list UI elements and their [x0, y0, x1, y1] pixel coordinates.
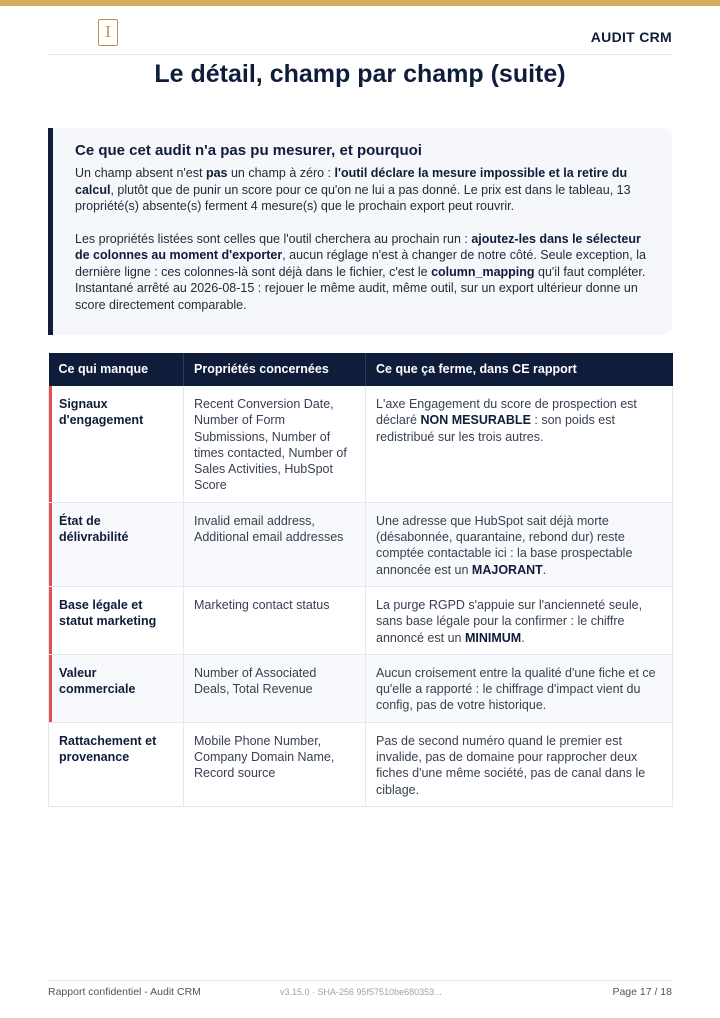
closes-cell: Aucun croisement entre la qualité d'une fiche et ce qu'elle a rapporté : le chiffrage d'impact vient du config, pas de votre historique.	[366, 654, 673, 722]
column-header-closes: Ce que ça ferme, dans CE rapport	[366, 353, 673, 386]
closes-cell: Une adresse que HubSpot sait déjà morte (désabonnée, quarantaine, rebond dur) reste comptée contactable ici : la base prospectable annoncée est un MAJORANT.	[366, 502, 673, 586]
table-row	[49, 722, 673, 806]
missing-cell: Signaux d'engagement	[49, 386, 184, 502]
header-divider	[48, 54, 672, 55]
properties-cell: Mobile Phone Number, Company Domain Name, Record source	[184, 722, 366, 806]
table-header-row	[49, 353, 673, 386]
missing-properties-table	[48, 353, 673, 807]
footer-version-hash: v3.15.0 · SHA-256 95f57510be680353...	[280, 987, 442, 997]
properties-cell: Number of Associated Deals, Total Revenue	[184, 654, 366, 722]
properties-cell: Marketing contact status	[184, 586, 366, 654]
properties-cell: Recent Conversion Date, Number of Form Submissions, Number of times contacted, Number of Sales Activities, HubSpot Score	[184, 386, 366, 502]
logo-icon: I	[98, 19, 118, 46]
missing-cell: Valeur commerciale	[49, 654, 184, 722]
table-row	[49, 586, 673, 654]
closes-cell: Pas de second numéro quand le premier est invalide, pas de domaine pour rapprocher deux fiches d'une même société, pas de canal dans le ciblage.	[366, 722, 673, 806]
footer-confidential-label: Rapport confidentiel - Audit CRM	[48, 986, 201, 998]
column-header-properties: Propriétés concernées	[184, 353, 366, 386]
callout-paragraph-1: Un champ absent n'est pas un champ à zéro : l'outil déclare la mesure impossible et la retire du calcul, plutôt que de punir un score pour ce qu'on ne lui a pas donné. Le prix est dans le tableau, 13 propriété(s) absente(s) ferment 4 mesure(s) que le prochain export peut rouvrir.	[75, 166, 631, 213]
page-number: Page 17 / 18	[612, 986, 672, 998]
table-row	[49, 502, 673, 586]
brand-label: AUDIT CRM	[590, 29, 672, 45]
callout-title: Ce que cet audit n'a pas pu mesurer, et pourquoi	[75, 142, 422, 159]
page-title: Le détail, champ par champ (suite)	[154, 60, 566, 88]
top-accent-bar	[0, 0, 720, 6]
footer-divider	[48, 980, 672, 981]
table-row	[49, 386, 673, 502]
table-row	[49, 654, 673, 722]
closes-cell: La purge RGPD s'appuie sur l'ancienneté seule, sans base légale pour la confirmer : le chiffre annoncé est un MINIMUM.	[366, 586, 673, 654]
closes-cell: L'axe Engagement du score de prospection est déclaré NON MESURABLE : son poids est redistribué sur les trois autres.	[366, 386, 673, 502]
callout-paragraph-2: Les propriétés listées sont celles que l'outil cherchera au prochain run : ajoutez-les dans le sélecteur de colonnes au moment d'exporter, aucun réglage n'est à changer de notre côté. Seule exception, la dernière ligne : ces colonnes-là sont déjà dans le fichier, c'est le column_mapping qu'il faut compléter. Instantané arrêté au 2026-08-15 : rejouer le même audit, même outil, sur un export ultérieur donne un score directement comparable.	[75, 231, 646, 312]
unmeasured-callout	[48, 128, 672, 335]
column-header-missing: Ce qui manque	[49, 353, 184, 386]
properties-cell: Invalid email address, Additional email addresses	[184, 502, 366, 586]
missing-cell: Rattachement et provenance	[49, 722, 184, 806]
missing-cell: Base légale et statut marketing	[49, 586, 184, 654]
missing-cell: État de délivrabilité	[49, 502, 184, 586]
